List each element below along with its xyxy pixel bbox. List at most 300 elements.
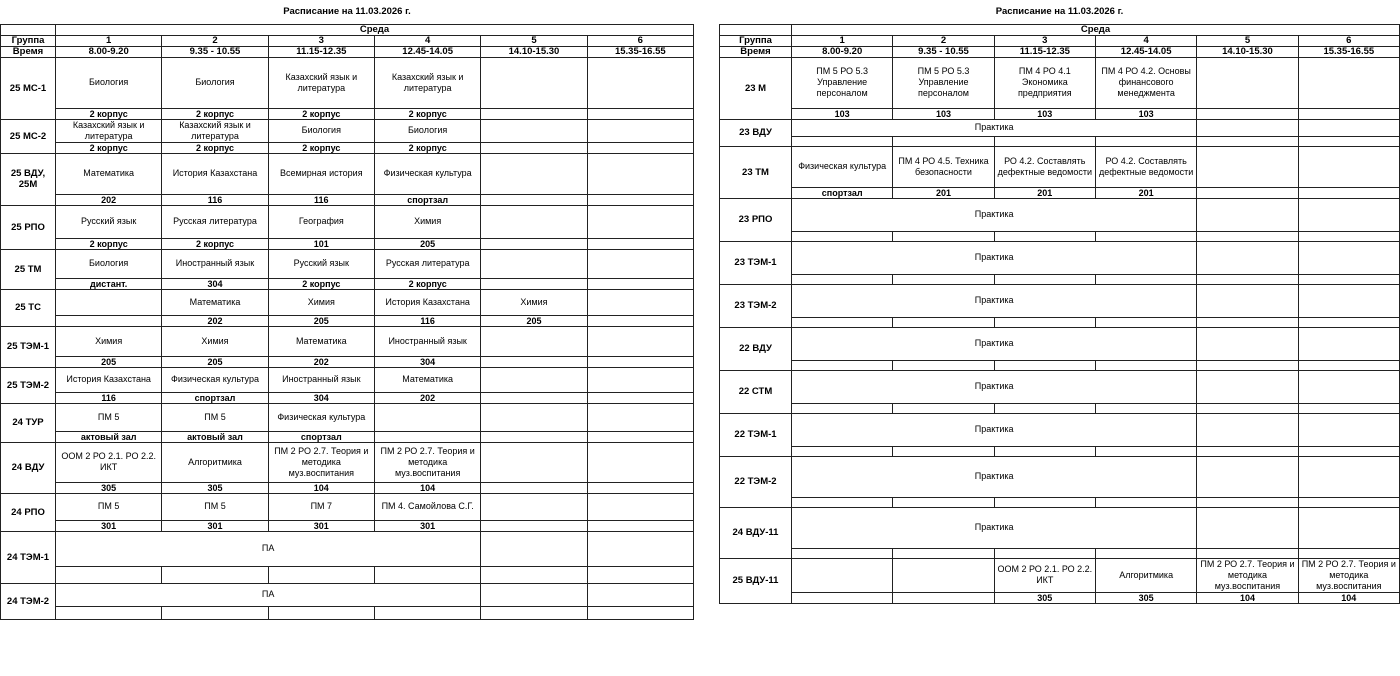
room-cell (587, 566, 693, 583)
room-cell: 205 (374, 238, 480, 249)
room-cell (792, 136, 893, 146)
subject-cell: ПМ 5 (162, 493, 268, 520)
room-cell (481, 392, 587, 403)
subject-cell: Иностранный язык (162, 249, 268, 278)
subject-cell: Биология (374, 119, 480, 142)
room-cell (1197, 136, 1298, 146)
time-header: Время (1, 46, 56, 57)
subject-cell: Химия (268, 289, 374, 315)
room-cell (587, 392, 693, 403)
room-cell (587, 315, 693, 326)
subject-cell: ООМ 2 РО 2.1. РО 2.2. ИКТ (994, 558, 1095, 592)
room-cell: актовый зал (162, 431, 268, 442)
subject-cell: ПМ 5 (162, 403, 268, 431)
group-name: 25 ВДУ-11 (720, 558, 792, 603)
room-cell (1095, 360, 1196, 370)
room-cell (994, 497, 1095, 507)
period-number: 3 (268, 35, 374, 46)
merged-activity: Практика (792, 370, 1197, 403)
room-cell: 2 корпус (374, 108, 480, 119)
room-cell: 202 (162, 315, 268, 326)
room-cell (587, 520, 693, 531)
room-cell (1197, 231, 1298, 241)
subject-cell: Биология (268, 119, 374, 142)
subject-cell (792, 558, 893, 592)
room-cell (587, 142, 693, 153)
room-cell (994, 403, 1095, 413)
period-time: 8.00-9.20 (56, 46, 162, 57)
room-cell: 304 (162, 278, 268, 289)
subject-cell (481, 403, 587, 431)
period-time: 15.35-16.55 (587, 46, 693, 57)
room-cell: спортзал (792, 187, 893, 198)
room-cell (162, 566, 268, 583)
subject-cell: Математика (374, 367, 480, 392)
room-cell (1298, 446, 1399, 456)
group-name: 25 ВДУ, 25М (1, 153, 56, 205)
schedule-cell (1298, 119, 1399, 136)
room-cell (56, 315, 162, 326)
room-cell (994, 548, 1095, 558)
subject-cell (1197, 57, 1298, 108)
subject-cell: РО 4.2. Составлять дефектные ведомости (1095, 146, 1196, 187)
room-cell (56, 606, 162, 619)
room-cell: 116 (374, 315, 480, 326)
period-time: 14.10-15.30 (481, 46, 587, 57)
room-cell (792, 360, 893, 370)
room-cell: 103 (1095, 108, 1196, 119)
schedule-cell (1298, 413, 1399, 446)
room-cell (792, 231, 893, 241)
subject-cell (587, 442, 693, 482)
schedule-cell (1298, 507, 1399, 548)
subject-cell: Математика (162, 289, 268, 315)
merged-activity: Практика (792, 327, 1197, 360)
group-name: 25 ТЭМ-1 (1, 326, 56, 367)
subject-cell (587, 493, 693, 520)
merged-activity: Практика (792, 413, 1197, 446)
period-time: 9.35 - 10.55 (162, 46, 268, 57)
group-name: 23 М (720, 57, 792, 119)
schedule-sheet-left (0, 0, 694, 620)
room-cell: 205 (162, 356, 268, 367)
schedule-table-right (719, 0, 1400, 604)
room-cell (481, 566, 587, 583)
period-number: 6 (587, 35, 693, 46)
subject-cell: Математика (268, 326, 374, 356)
subject-cell (56, 289, 162, 315)
room-cell: 301 (56, 520, 162, 531)
subject-cell: Иностранный язык (268, 367, 374, 392)
schedule-title: Расписание на 11.03.2026 г. (720, 0, 1400, 24)
subject-cell: Русская литература (374, 249, 480, 278)
subject-cell: Математика (56, 153, 162, 194)
room-cell: 305 (994, 592, 1095, 603)
subject-cell (587, 249, 693, 278)
room-cell (481, 238, 587, 249)
room-cell: 2 корпус (162, 108, 268, 119)
merged-activity: ПА (56, 531, 481, 566)
subject-cell: Физическая культура (162, 367, 268, 392)
subject-cell (1298, 57, 1399, 108)
subject-cell (587, 119, 693, 142)
period-number: 1 (792, 35, 893, 46)
subject-cell: Биология (56, 249, 162, 278)
schedule-cell (481, 583, 587, 606)
room-cell: 201 (1095, 187, 1196, 198)
room-cell (1298, 497, 1399, 507)
subject-cell: ПМ 4 РО 4.2. Основы финансового менеджмента (1095, 57, 1196, 108)
time-header: Время (720, 46, 792, 57)
schedule-cell (1197, 456, 1298, 497)
group-name: 23 ТЭМ-1 (720, 241, 792, 284)
subject-cell: Физическая культура (374, 153, 480, 194)
room-cell (893, 403, 994, 413)
room-cell: 116 (56, 392, 162, 403)
schedule-cell (587, 583, 693, 606)
room-cell (1095, 497, 1196, 507)
subject-cell (481, 153, 587, 194)
subject-cell (893, 558, 994, 592)
room-cell: спортзал (162, 392, 268, 403)
subject-cell: ПМ 2 РО 2.7. Теория и методика муз.воспитания (1298, 558, 1399, 592)
room-cell: дистант. (56, 278, 162, 289)
room-cell (587, 431, 693, 442)
subject-cell: Химия (481, 289, 587, 315)
room-cell (893, 136, 994, 146)
room-cell (994, 136, 1095, 146)
schedule-cell (1298, 198, 1399, 231)
subject-cell: Алгоритмика (1095, 558, 1196, 592)
room-cell (1197, 108, 1298, 119)
room-cell (374, 566, 480, 583)
room-cell (481, 520, 587, 531)
period-time: 9.35 - 10.55 (893, 46, 994, 57)
merged-activity: Практика (792, 284, 1197, 317)
period-number: 4 (1095, 35, 1196, 46)
merged-activity: Практика (792, 456, 1197, 497)
room-cell (1095, 317, 1196, 327)
room-cell (587, 278, 693, 289)
room-cell (162, 606, 268, 619)
room-cell: 116 (268, 194, 374, 205)
group-name: 23 ВДУ (720, 119, 792, 146)
room-cell: 301 (374, 520, 480, 531)
room-cell (481, 278, 587, 289)
schedule-title: Расписание на 11.03.2026 г. (1, 0, 694, 24)
room-cell (1197, 446, 1298, 456)
room-cell: 116 (162, 194, 268, 205)
subject-cell (587, 326, 693, 356)
group-name: 25 ТС (1, 289, 56, 326)
room-cell (893, 231, 994, 241)
room-cell (1298, 360, 1399, 370)
merged-activity: Практика (792, 241, 1197, 274)
subject-cell (481, 367, 587, 392)
subject-cell: ПМ 5 (56, 403, 162, 431)
room-cell (1197, 497, 1298, 507)
room-cell: 205 (56, 356, 162, 367)
room-cell: 305 (56, 482, 162, 493)
group-name: 24 ТЭМ-1 (1, 531, 56, 583)
group-name: 25 РПО (1, 205, 56, 249)
schedule-cell (1298, 241, 1399, 274)
room-cell (587, 606, 693, 619)
room-cell (1298, 548, 1399, 558)
subject-cell (587, 205, 693, 238)
schedule-cell (1197, 284, 1298, 317)
room-cell (1197, 403, 1298, 413)
room-cell (481, 482, 587, 493)
period-number: 5 (481, 35, 587, 46)
room-cell (1095, 403, 1196, 413)
room-cell: 104 (268, 482, 374, 493)
group-name: 23 ТЭМ-2 (720, 284, 792, 327)
subject-cell: Химия (162, 326, 268, 356)
group-name: 23 РПО (720, 198, 792, 241)
group-name: 25 МС-2 (1, 119, 56, 153)
schedule-cell (1298, 456, 1399, 497)
room-cell: 2 корпус (56, 108, 162, 119)
schedule-table-left (0, 0, 694, 620)
room-cell (893, 274, 994, 284)
room-cell: 2 корпус (56, 142, 162, 153)
room-cell (268, 606, 374, 619)
schedule-cell (587, 531, 693, 566)
room-cell: 2 корпус (56, 238, 162, 249)
subject-cell (1298, 146, 1399, 187)
subject-cell: Биология (162, 57, 268, 108)
group-name: 24 ТЭМ-2 (1, 583, 56, 619)
period-time: 12.45-14.05 (374, 46, 480, 57)
period-number: 2 (162, 35, 268, 46)
subject-cell: Химия (56, 326, 162, 356)
period-number: 2 (893, 35, 994, 46)
room-cell (1298, 317, 1399, 327)
room-cell (587, 238, 693, 249)
group-name: 25 ТМ (1, 249, 56, 289)
room-cell (1197, 187, 1298, 198)
room-cell (893, 317, 994, 327)
merged-activity: ПА (56, 583, 481, 606)
room-cell (1298, 187, 1399, 198)
schedule-cell (1197, 370, 1298, 403)
period-time: 11.15-12.35 (268, 46, 374, 57)
subject-cell: Русская литература (162, 205, 268, 238)
room-cell: 2 корпус (374, 278, 480, 289)
room-cell (587, 356, 693, 367)
subject-cell (481, 442, 587, 482)
room-cell: 104 (1298, 592, 1399, 603)
room-cell (1197, 360, 1298, 370)
room-cell (1095, 274, 1196, 284)
schedule-cell (1197, 241, 1298, 274)
room-cell (792, 446, 893, 456)
subject-cell: Всемирная история (268, 153, 374, 194)
day-label: Среда (56, 24, 694, 35)
room-cell: 301 (268, 520, 374, 531)
room-cell (893, 360, 994, 370)
room-cell (994, 317, 1095, 327)
schedule-cell (1197, 327, 1298, 360)
subject-cell (587, 403, 693, 431)
subject-cell: Казахский язык и литература (162, 119, 268, 142)
room-cell (1298, 231, 1399, 241)
room-cell: 305 (162, 482, 268, 493)
period-number: 3 (994, 35, 1095, 46)
period-number: 5 (1197, 35, 1298, 46)
schedule-cell (1197, 507, 1298, 548)
schedule-cell (481, 531, 587, 566)
merged-activity: Практика (792, 119, 1197, 136)
group-name: 25 МС-1 (1, 57, 56, 119)
room-cell (1298, 136, 1399, 146)
subject-cell (1197, 146, 1298, 187)
room-cell: 205 (268, 315, 374, 326)
subject-cell: ПМ 7 (268, 493, 374, 520)
room-cell (587, 482, 693, 493)
subject-cell: РО 4.2. Составлять дефектные ведомости (994, 146, 1095, 187)
group-header: Группа (720, 35, 792, 46)
group-name: 22 ВДУ (720, 327, 792, 370)
subject-cell: Биология (56, 57, 162, 108)
room-cell (893, 592, 994, 603)
room-cell: 202 (374, 392, 480, 403)
room-cell (1095, 446, 1196, 456)
room-cell (374, 431, 480, 442)
subject-cell: Химия (374, 205, 480, 238)
subject-cell (587, 57, 693, 108)
room-cell (1095, 548, 1196, 558)
room-cell: 301 (162, 520, 268, 531)
subject-cell: ООМ 2 РО 2.1. РО 2.2. ИКТ (56, 442, 162, 482)
schedule-cell (1298, 284, 1399, 317)
room-cell (1298, 108, 1399, 119)
room-cell (374, 606, 480, 619)
subject-cell: География (268, 205, 374, 238)
day-label: Среда (792, 24, 1400, 35)
subject-cell: Русский язык (268, 249, 374, 278)
room-cell (481, 606, 587, 619)
room-cell: 103 (792, 108, 893, 119)
schedule-cell (1298, 327, 1399, 360)
room-cell (481, 142, 587, 153)
schedule-sheet-right (719, 0, 1400, 604)
subject-cell: ПМ 2 РО 2.7. Теория и методика муз.воспитания (268, 442, 374, 482)
merged-activity: Практика (792, 507, 1197, 548)
subject-cell (587, 153, 693, 194)
subject-cell (481, 57, 587, 108)
room-cell: 304 (268, 392, 374, 403)
subject-cell: ПМ 4 РО 4.5. Техника безопасности (893, 146, 994, 187)
room-cell: 103 (994, 108, 1095, 119)
period-time: 11.15-12.35 (994, 46, 1095, 57)
room-cell: 2 корпус (268, 278, 374, 289)
subject-cell: Казахский язык и литература (268, 57, 374, 108)
period-number: 4 (374, 35, 480, 46)
sheet-gap (694, 0, 719, 676)
room-cell: 103 (893, 108, 994, 119)
schedule-cell (1197, 119, 1298, 136)
subject-cell: История Казахстана (162, 153, 268, 194)
subject-cell: ПМ 4. Самойлова С.Г. (374, 493, 480, 520)
room-cell (1197, 317, 1298, 327)
subject-cell: Физическая культура (268, 403, 374, 431)
room-cell (792, 497, 893, 507)
group-name: 22 СТМ (720, 370, 792, 413)
subject-cell: Русский язык (56, 205, 162, 238)
day-corner (720, 24, 792, 35)
room-cell (792, 274, 893, 284)
room-cell (481, 431, 587, 442)
subject-cell: ПМ 4 РО 4.1 Экономика предприятия (994, 57, 1095, 108)
group-header: Группа (1, 35, 56, 46)
subject-cell (587, 367, 693, 392)
subject-cell (481, 205, 587, 238)
room-cell: 305 (1095, 592, 1196, 603)
room-cell: 2 корпус (374, 142, 480, 153)
group-name: 23 ТМ (720, 146, 792, 198)
subject-cell: Казахский язык и литература (56, 119, 162, 142)
schedule-cell (1298, 370, 1399, 403)
room-cell (792, 317, 893, 327)
group-name: 24 РПО (1, 493, 56, 531)
subject-cell (481, 326, 587, 356)
room-cell (587, 108, 693, 119)
period-time: 8.00-9.20 (792, 46, 893, 57)
room-cell (792, 592, 893, 603)
subject-cell: ПМ 5 РО 5.3 Управление персоналом (792, 57, 893, 108)
subject-cell: История Казахстана (374, 289, 480, 315)
room-cell (1197, 548, 1298, 558)
group-name: 24 ВДУ-11 (720, 507, 792, 558)
period-number: 6 (1298, 35, 1399, 46)
room-cell: 2 корпус (268, 108, 374, 119)
room-cell (893, 446, 994, 456)
group-name: 22 ТЭМ-2 (720, 456, 792, 507)
room-cell (481, 194, 587, 205)
subject-cell: ПМ 5 РО 5.3 Управление персоналом (893, 57, 994, 108)
subject-cell: ПМ 2 РО 2.7. Теория и методика муз.воспитания (1197, 558, 1298, 592)
room-cell: актовый зал (56, 431, 162, 442)
schedule-cell (1197, 198, 1298, 231)
room-cell (1095, 231, 1196, 241)
merged-activity: Практика (792, 198, 1197, 231)
group-name: 24 ТУР (1, 403, 56, 442)
subject-cell: Иностранный язык (374, 326, 480, 356)
room-cell: 2 корпус (162, 238, 268, 249)
subject-cell (481, 249, 587, 278)
subject-cell (481, 493, 587, 520)
room-cell (994, 446, 1095, 456)
room-cell (1197, 274, 1298, 284)
room-cell: 201 (994, 187, 1095, 198)
room-cell: 202 (56, 194, 162, 205)
schedule-cell (1197, 413, 1298, 446)
subject-cell: ПМ 2 РО 2.7. Теория и методика муз.воспитания (374, 442, 480, 482)
room-cell (994, 274, 1095, 284)
period-number: 1 (56, 35, 162, 46)
room-cell: 101 (268, 238, 374, 249)
room-cell: 104 (1197, 592, 1298, 603)
subject-cell: История Казахстана (56, 367, 162, 392)
subject-cell: Алгоритмика (162, 442, 268, 482)
room-cell: 205 (481, 315, 587, 326)
room-cell (792, 403, 893, 413)
group-name: 25 ТЭМ-2 (1, 367, 56, 403)
room-cell (481, 356, 587, 367)
room-cell (1298, 403, 1399, 413)
